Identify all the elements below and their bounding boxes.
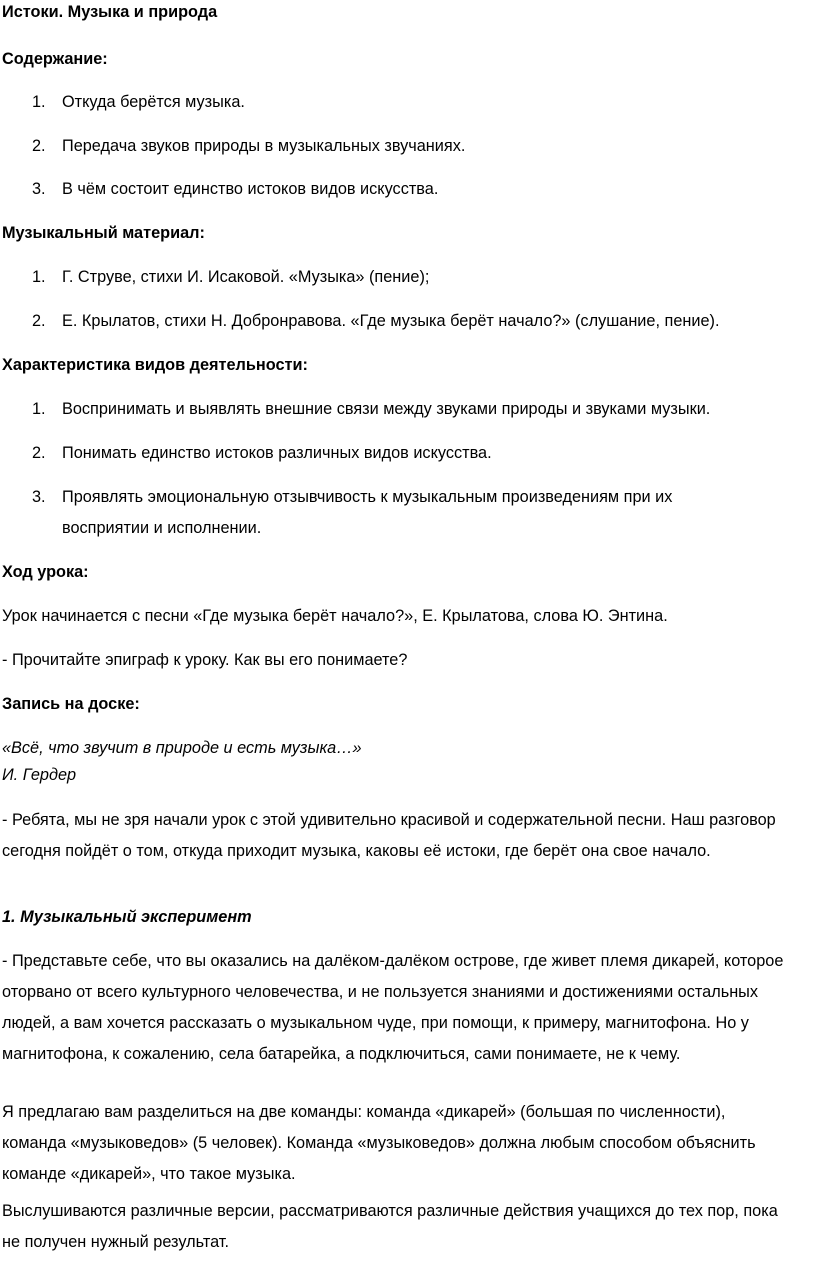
- list-text: Откуда берётся музыка.: [62, 93, 245, 111]
- list-text: Понимать единство истоков различных видов искусства.: [62, 444, 492, 462]
- lesson-heading: Ход урока:: [2, 563, 89, 581]
- list-number: 2.: [32, 137, 46, 155]
- section-heading: 1. Музыкальный эксперимент: [2, 908, 252, 926]
- list-number: 2.: [32, 312, 46, 330]
- list-text: Воспринимать и выявлять внешние связи между звуками природы и звуками музыки.: [62, 400, 711, 418]
- list-number: 3.: [32, 180, 46, 198]
- list-number: 1.: [32, 268, 46, 286]
- document-title: Истоки. Музыка и природа: [2, 3, 218, 21]
- epigraph-author: И. Гердер: [2, 766, 77, 784]
- board-heading: Запись на доске:: [2, 695, 140, 713]
- list-text: В чём состоит единство истоков видов искусства.: [62, 180, 439, 198]
- content-heading: Содержание:: [2, 50, 108, 68]
- paragraph: - Прочитайте эпиграф к уроку. Как вы его понимаете?: [2, 651, 408, 669]
- paragraph: - Ребята, мы не зря начали урок с этой удивительно красивой и содержательной песни. Наш разговор сегодня пойдёт о том, откуда приходит музыка, каковы её истоки, где берёт она свое начало.: [2, 811, 776, 860]
- paragraph: Урок начинается с песни «Где музыка берёт начало?», Е. Крылатова, слова Ю. Энтина.: [2, 607, 668, 625]
- list-number: 2.: [32, 444, 46, 462]
- list-number: 1.: [32, 400, 46, 418]
- material-heading: Музыкальный материал:: [2, 224, 205, 242]
- paragraph: Выслушиваются различные версии, рассматриваются различные действия учащихся до тех пор, пока не получен нужный результат.: [2, 1202, 778, 1251]
- epigraph-quote: «Всё, что звучит в природе и есть музыка…»: [2, 739, 362, 757]
- list-text: Проявлять эмоциональную отзывчивость к музыкальным произведениям при их восприятии и исполнении.: [62, 488, 673, 537]
- paragraph: - Представьте себе, что вы оказались на далёком-далёком острове, где живет племя дикарей, которое оторвано от всего культурного человечества, и не пользуется знаниями и достижениями остальных людей, а вам хочется рассказать о музыкальном чуде, при помощи, к примеру, магнитофона. Но у магнитофона, к сожалению, села батарейка, а подключиться, сами понимаете, не к чему.: [2, 952, 784, 1063]
- list-text: Г. Струве, стихи И. Исаковой. «Музыка» (пение);: [62, 268, 430, 286]
- paragraph: Я предлагаю вам разделиться на две команды: команда «дикарей» (большая по численности), команда «музыковедов» (5 человек). Команда «музыковедов» должна любым способом объяснить команде «дикарей», что такое музыка.: [2, 1103, 756, 1183]
- list-number: 1.: [32, 93, 46, 111]
- list-text: Передача звуков природы в музыкальных звучаниях.: [62, 137, 466, 155]
- activity-heading: Характеристика видов деятельности:: [2, 356, 308, 374]
- list-text: Е. Крылатов, стихи Н. Добронравова. «Где музыка берёт начало?» (слушание, пение).: [62, 312, 720, 330]
- list-number: 3.: [32, 488, 46, 506]
